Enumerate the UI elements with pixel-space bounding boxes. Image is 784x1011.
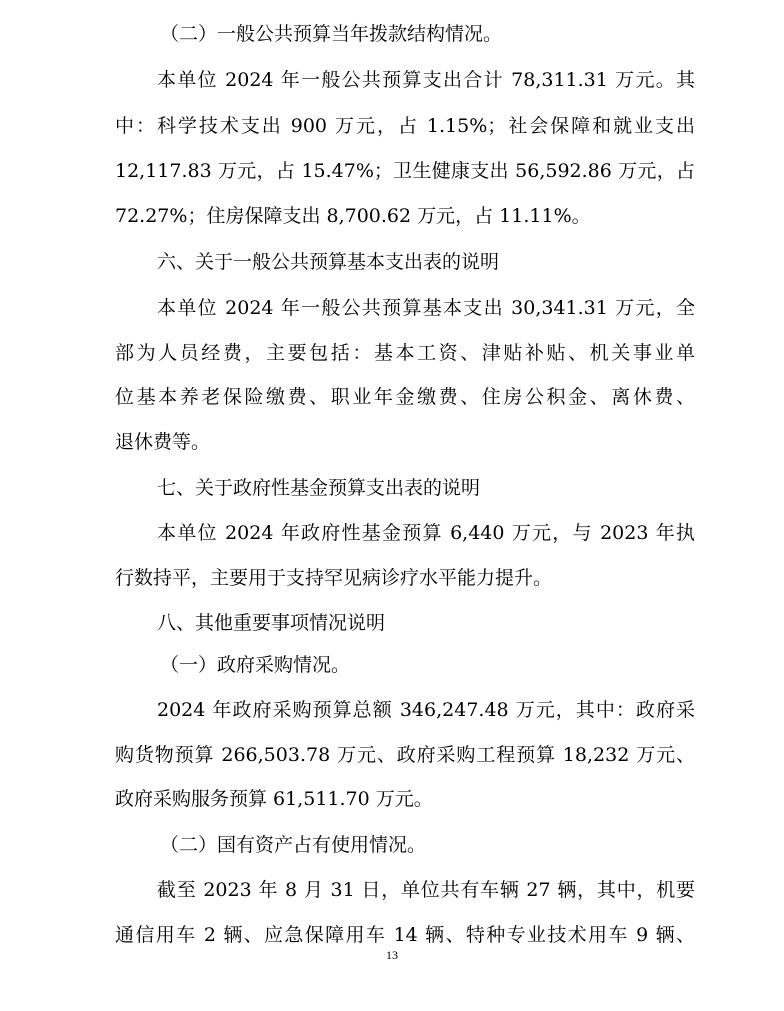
paragraph-line: 72.27%；住房保障支出 8,700.62 万元，占 11.11%。 — [115, 205, 591, 227]
page-number: 13 — [386, 948, 398, 962]
section-heading-other-matters: 八、其他重要事项情况说明 — [157, 612, 386, 634]
paragraph-line: 2024 年政府采购预算总额 346,247.48 万元，其中：政府采 — [157, 699, 695, 721]
paragraph-line: 通信用车 2 辆、应急保障用车 14 辆、特种专业技术用车 9 辆、 — [115, 924, 695, 946]
paragraph-line: 退休费等。 — [115, 431, 211, 453]
paragraph-line: 12,117.83 万元，占 15.47%；卫生健康支出 56,592.86 万元，占 — [115, 160, 695, 182]
paragraph-line: 本单位 2024 年一般公共预算支出合计 78,311.31 万元。其 — [157, 69, 695, 91]
paragraph-line: 部为人员经费，主要包括：基本工资、津贴补贴、机关事业单 — [115, 342, 695, 364]
budget-structure-heading: （二）一般公共预算当年拨款结构情况。 — [160, 23, 503, 45]
procurement-heading: （一）政府采购情况。 — [160, 654, 351, 676]
paragraph-line: 行数持平，主要用于支持罕见病诊疗水平能力提升。 — [115, 567, 553, 589]
paragraph-line: 本单位 2024 年政府性基金预算 6,440 万元，与 2023 年执 — [157, 522, 695, 544]
paragraph-line: 位基本养老保险缴费、职业年金缴费、住房公积金、离休费、 — [115, 386, 695, 408]
paragraph-line: 政府采购服务预算 61,511.70 万元。 — [115, 788, 433, 810]
paragraph-line: 本单位 2024 年一般公共预算基本支出 30,341.31 万元，全 — [157, 297, 695, 319]
paragraph-line: 购货物预算 266,503.78 万元、政府采购工程预算 18,232 万元、 — [115, 744, 695, 766]
section-heading-basic-expenditure: 六、关于一般公共预算基本支出表的说明 — [157, 251, 500, 273]
paragraph-line: 中：科学技术支出 900 万元，占 1.15%；社会保障和就业支出 — [115, 115, 695, 137]
assets-heading: （二）国有资产占有使用情况。 — [160, 834, 427, 856]
paragraph-line: 截至 2023 年 8 月 31 日，单位共有车辆 27 辆，其中，机要 — [157, 879, 695, 901]
section-heading-gov-fund: 七、关于政府性基金预算支出表的说明 — [157, 477, 481, 499]
